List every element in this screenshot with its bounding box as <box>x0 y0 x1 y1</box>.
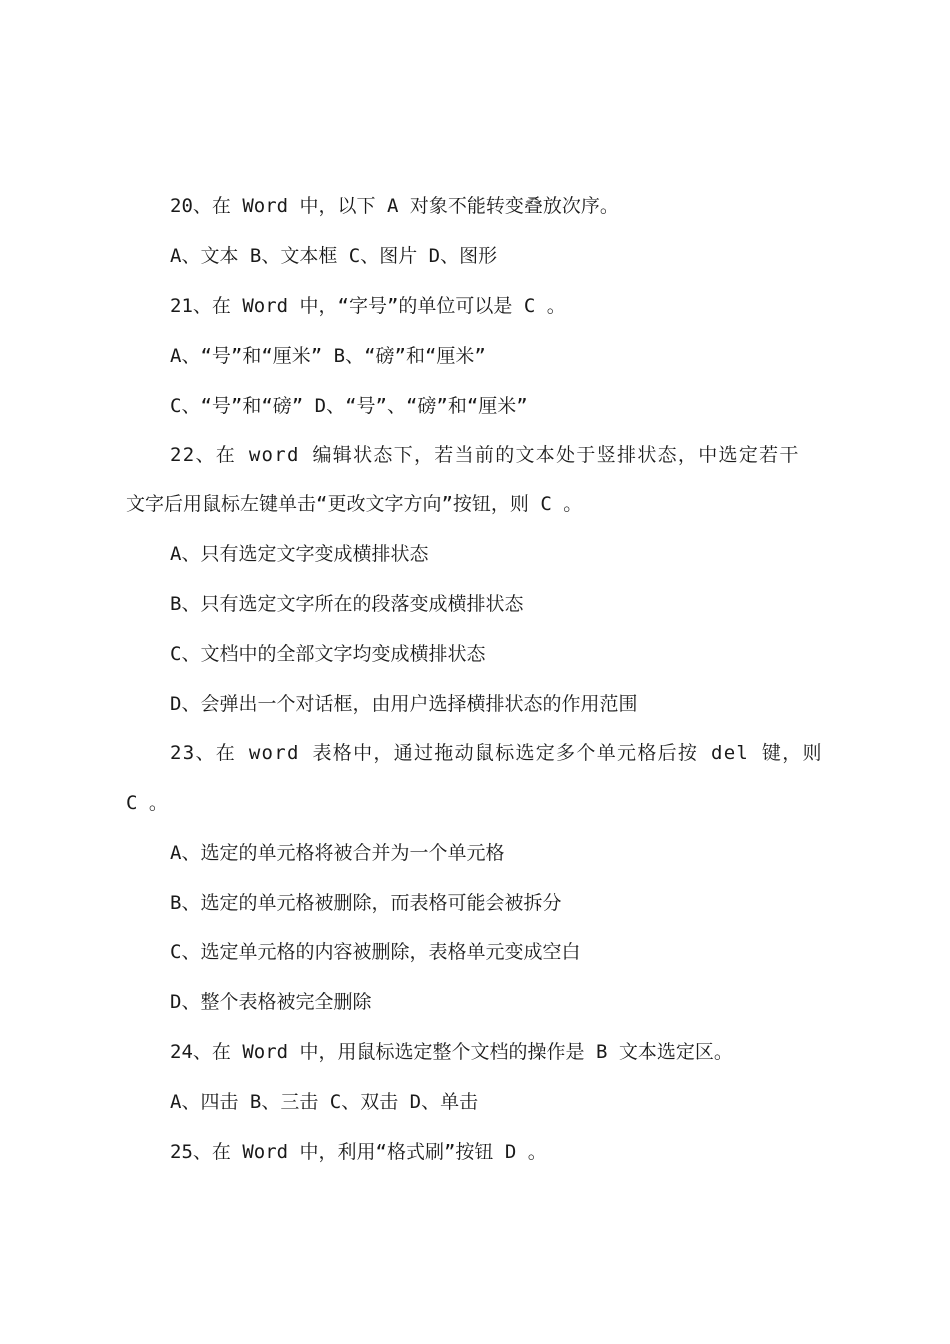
question-25: 25、在 Word 中，利用“格式刷”按钮 D 。 <box>170 1141 547 1163</box>
option-22-a: A、只有选定文字变成横排状态 <box>170 543 429 565</box>
options-21-cd: C、“号”和“磅” D、“号”、“磅”和“厘米” <box>170 395 528 417</box>
options-21-ab: A、“号”和“厘米” B、“磅”和“厘米” <box>170 345 486 367</box>
options-20: A、文本 B、文本框 C、图片 D、图形 <box>170 245 498 267</box>
option-23-b: B、选定的单元格被删除，而表格可能会被拆分 <box>170 892 562 914</box>
option-22-d: D、会弹出一个对话框，由用户选择横排状态的作用范围 <box>170 693 638 715</box>
question-21: 21、在 Word 中，“字号”的单位可以是 C 。 <box>170 295 566 317</box>
option-22-c: C、文档中的全部文字均变成横排状态 <box>170 643 486 665</box>
question-22-line-2: 文字后用鼠标左键单击“更改文字方向”按钮，则 C 。 <box>126 493 583 515</box>
question-23-line-1: 23、在 word 表格中，通过拖动鼠标选定多个单元格后按 del 键，则 <box>170 742 823 764</box>
question-24: 24、在 Word 中，用鼠标选定整个文档的操作是 B 文本选定区。 <box>170 1041 733 1063</box>
option-22-b: B、只有选定文字所在的段落变成横排状态 <box>170 593 524 615</box>
option-23-d: D、整个表格被完全删除 <box>170 991 372 1013</box>
option-23-a: A、选定的单元格将被合并为一个单元格 <box>170 842 505 864</box>
question-22-line-1: 22、在 word 编辑状态下，若当前的文本处于竖排状态，中选定若干 <box>170 444 800 466</box>
question-23-line-2: C 。 <box>126 792 168 814</box>
options-24: A、四击 B、三击 C、双击 D、单击 <box>170 1091 479 1113</box>
question-20: 20、在 Word 中，以下 A 对象不能转变叠放次序。 <box>170 195 619 217</box>
option-23-c: C、选定单元格的内容被删除，表格单元变成空白 <box>170 941 581 963</box>
